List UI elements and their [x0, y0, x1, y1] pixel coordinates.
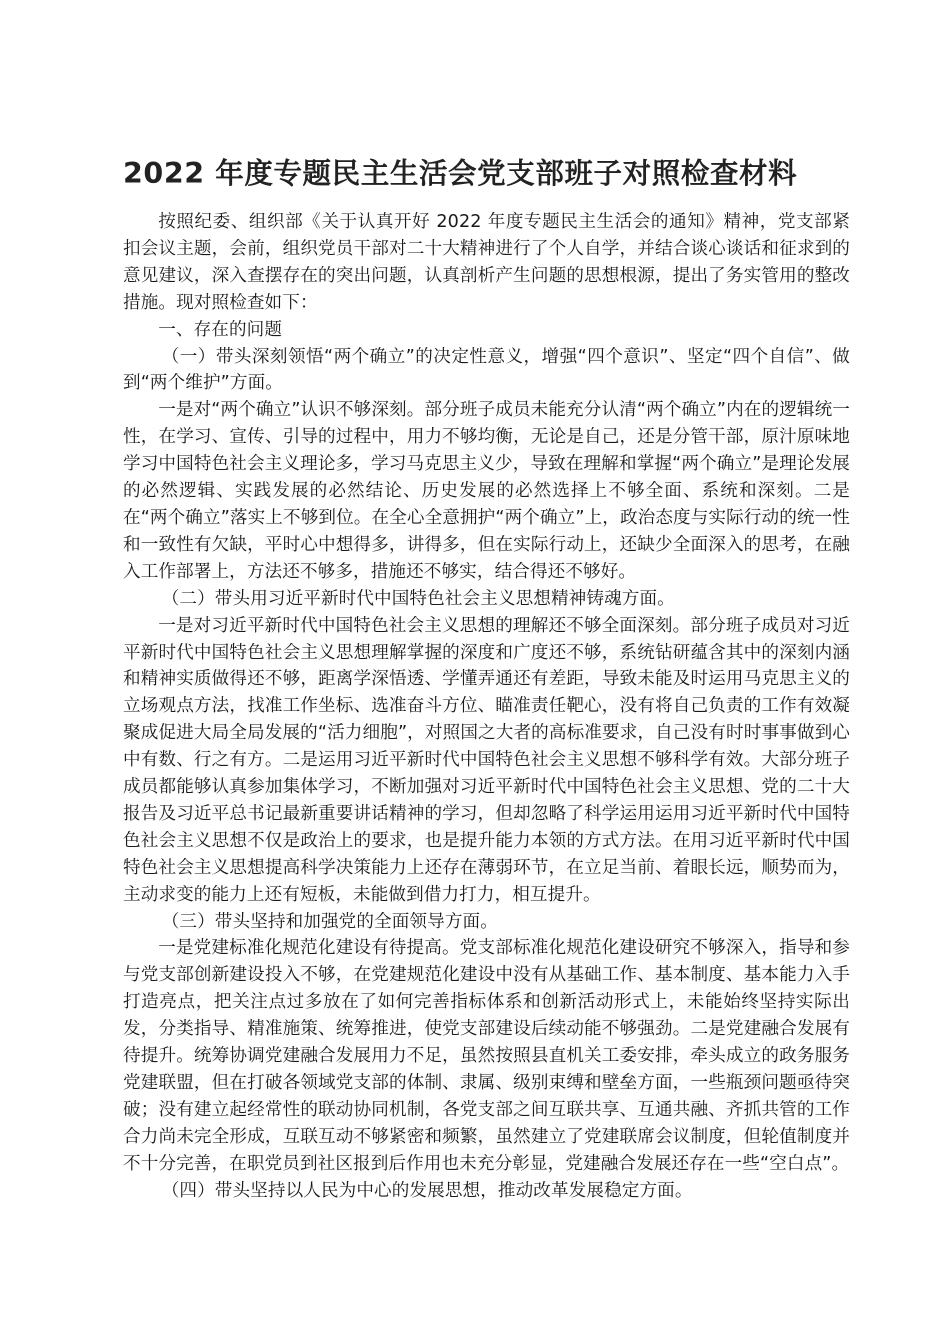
subheading-2: （二）带头用习近平新时代中国特色社会主义思想精神铸魂方面。	[161, 588, 675, 609]
subheading-4: （四）带头坚持以人民为中心的发展思想，推动改革发展稳定方面。	[161, 1180, 693, 1201]
subheading-1: （一）带头深刻领悟“两个确立”的决定性意义，增强“四个意识”、坚定“四个自信”、做到“两个维护”方面。	[123, 346, 850, 394]
document-page	[123, 0, 850, 1205]
body-paragraph-3: 一是党建标准化规范化建设有待提高。党支部标准化规范化建设研究不够深入，指导和参与党支部创新建设投入不够，在党建规范化建设中没有从基础工作、基本制度、基本能力入手打造亮点，把关注点过多放在了如何完善指标体系和创新活动形式上，未能始终坚持实际出发，分类指导、精准施策、统筹推进，使党支部建设后续动能不够强劲。二是党建融合发展有待提升。统筹协调党建融合发展用力不足，虽然按照县直机关工委安排，牵头成立的政务服务党建联盟，但在打破各领域党支部的体制、隶属、级别束缚和壁垒方面，一些瓶颈问题亟待突破；没有建立起经常性的联动协同机制，各党支部之间互联共享、互通共融、齐抓共管的工作合力尚未完全形成，互联互动不够紧密和频繁，虽然建立了党建联席会议制度，但轮值制度并不十分完善，在职党员到社区报到后作用也未充分彰显，党建融合发展还存在一些“空白点”。	[123, 938, 850, 1174]
body-paragraph-2: 一是对习近平新时代中国特色社会主义思想的理解还不够全面深刻。部分班子成员对习近平新时代中国特色社会主义思想理解掌握的深度和广度还不够，系统钻研蕴含其中的深刻内涵和精神实质做得还不够，距离学深悟透、学懂弄通还有差距，导致未能及时运用马克思主义的立场观点方法，找准工作坐标、选准奋斗方位、瞄准责任靶心，没有将自己负责的工作有效凝聚成促进大局全局发展的“活力细胞”，对照国之大者的高标准要求，自己没有时时事事做到心中有数、行之有方。二是运用习近平新时代中国特色社会主义思想不够科学有效。大部分班子成员都能够认真参加集体学习，不断加强对习近平新时代中国特色社会主义思想、党的二十大报告及习近平总书记最新重要讲话精神的学习，但却忽略了科学运用运用习近平新时代中国特色社会主义思想不仅是政治上的要求，也是提升能力本领的方式方法。在用习近平新时代中国特色社会主义思想提高科学决策能力上还存在薄弱环节，在立足当前、着眼长远，顺势而为，主动求变的能力上还有短板，未能做到借力打力，相互提升。	[123, 615, 850, 905]
body-paragraph-1: 一是对“两个确立”认识不够深刻。部分班子成员未能充分认清“两个确立”内在的逻辑统一性，在学习、宣传、引导的过程中，用力不够均衡，无论是自己，还是分管干部，原汁原味地学习中国特色社会主义理论多，学习马克思主义少，导致在理解和掌握“两个确立”是理论发展的必然逻辑、实践发展的必然结论、历史发展的必然选择上不够全面、系统和深刻。二是在“两个确立”落实上不够到位。在全心全意拥护“两个确立”上，政治态度与实际行动的统一性和一致性有欠缺，平时心中想得多，讲得多，但在实际行动上，还缺少全面深入的思考，在融入工作部署上，方法还不够多，措施还不够实，结合得还不够好。	[123, 400, 850, 582]
intro-paragraph: 按照纪委、组织部《关于认真开好 2022 年度专题民主生活会的通知》精神，党支部紧扣会议主题，会前，组织党员干部对二十大精神进行了个人自学，并结合谈心谈话和征求到的意见建议，深入查摆存在的突出问题，认真剖析产生问题的思想根源，提出了务实管用的整改措施。现对照检查如下：	[123, 212, 850, 313]
subheading-3: （三）带头坚持和加强党的全面领导方面。	[161, 911, 498, 932]
document-title: 2022 年度专题民主生活会党支部班子对照检查材料	[123, 157, 798, 190]
document-body	[123, 209, 850, 1205]
section-heading-problems: 一、存在的问题	[158, 319, 283, 340]
